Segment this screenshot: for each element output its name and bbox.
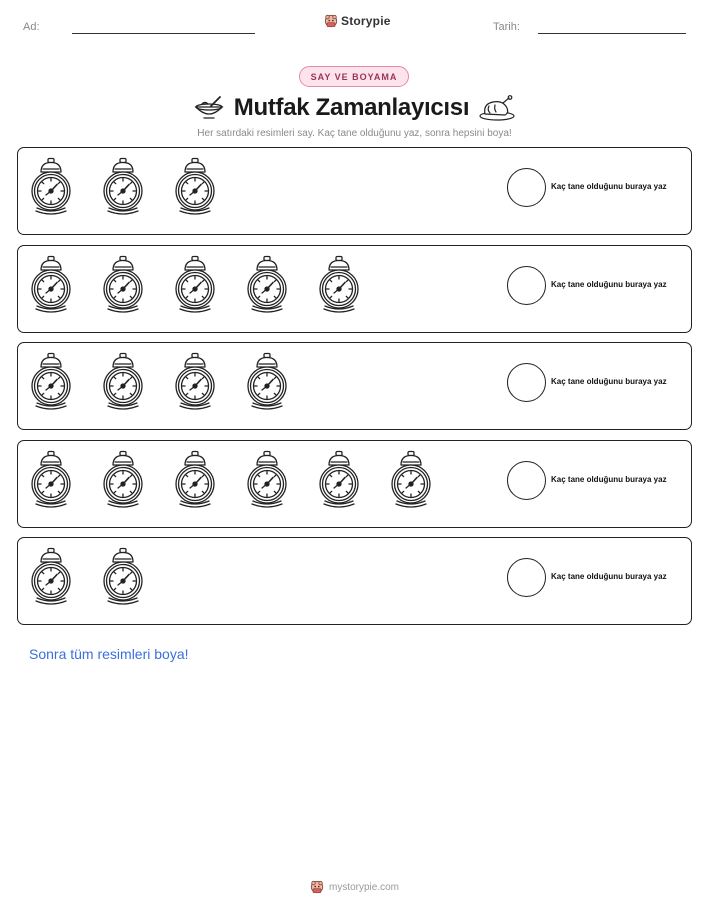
kitchen-timer-icon: [170, 255, 220, 315]
kitchen-timer-icon: [170, 352, 220, 412]
count-row-5: [17, 537, 692, 625]
answer-circle[interactable]: [507, 558, 546, 597]
kitchen-timer-icon: [26, 255, 76, 315]
count-row-4: [17, 440, 692, 528]
activity-badge: SAY VE BOYAMA: [299, 66, 409, 87]
kitchen-timer-icon: [170, 157, 220, 217]
kitchen-timer-icon: [170, 450, 220, 510]
count-row-1: [17, 147, 692, 235]
kitchen-timer-icon: [242, 450, 292, 510]
site-url: mystorypie.com: [328, 881, 399, 893]
answer-circle[interactable]: [507, 363, 546, 402]
timer-group: [26, 352, 292, 412]
kitchen-timer-icon: [98, 450, 148, 510]
answer-circle[interactable]: [507, 461, 546, 500]
answer-prompt: Kaç tane olduğunu buraya yaz: [551, 377, 667, 386]
kitchen-timer-icon: [98, 547, 148, 607]
answer-circle[interactable]: [507, 266, 546, 305]
count-row-3: [17, 342, 692, 430]
roast-chicken-icon: [479, 94, 515, 122]
answer-prompt: Kaç tane olduğunu buraya yaz: [551, 182, 667, 191]
storypie-logo-icon: [310, 880, 324, 894]
kitchen-timer-icon: [26, 352, 76, 412]
name-label: Ad:: [23, 21, 40, 33]
count-row-2: [17, 245, 692, 333]
coloring-instruction: Sonra tüm resimleri boya!: [29, 646, 189, 662]
kitchen-timer-icon: [26, 547, 76, 607]
kitchen-timer-icon: [242, 352, 292, 412]
answer-prompt: Kaç tane olduğunu buraya yaz: [551, 475, 667, 484]
kitchen-timer-icon: [98, 255, 148, 315]
name-line[interactable]: [72, 33, 255, 34]
brand-name: Storypie: [341, 14, 391, 28]
brand: [324, 14, 391, 28]
kitchen-timer-icon: [314, 450, 364, 510]
timer-group: [26, 450, 436, 510]
timer-group: [26, 157, 220, 217]
bowl-icon: [194, 95, 224, 121]
timer-group: [26, 255, 364, 315]
storypie-logo-icon: [324, 14, 338, 28]
kitchen-timer-icon: [242, 255, 292, 315]
instructions: Her satırdaki resimleri say. Kaç tane olduğunu yaz, sonra hepsini boya!: [197, 128, 512, 139]
kitchen-timer-icon: [314, 255, 364, 315]
date-label: Tarih:: [493, 21, 520, 33]
answer-prompt: Kaç tane olduğunu buraya yaz: [551, 280, 667, 289]
site-footer: [0, 880, 709, 894]
timer-group: [26, 547, 148, 607]
kitchen-timer-icon: [386, 450, 436, 510]
date-line[interactable]: [538, 33, 686, 34]
answer-circle[interactable]: [507, 168, 546, 207]
answer-prompt: Kaç tane olduğunu buraya yaz: [551, 572, 667, 581]
page-title: [0, 91, 709, 125]
kitchen-timer-icon: [98, 157, 148, 217]
kitchen-timer-icon: [26, 157, 76, 217]
kitchen-timer-icon: [98, 352, 148, 412]
kitchen-timer-icon: [26, 450, 76, 510]
title-text: Mutfak Zamanlayıcısı: [233, 94, 470, 121]
